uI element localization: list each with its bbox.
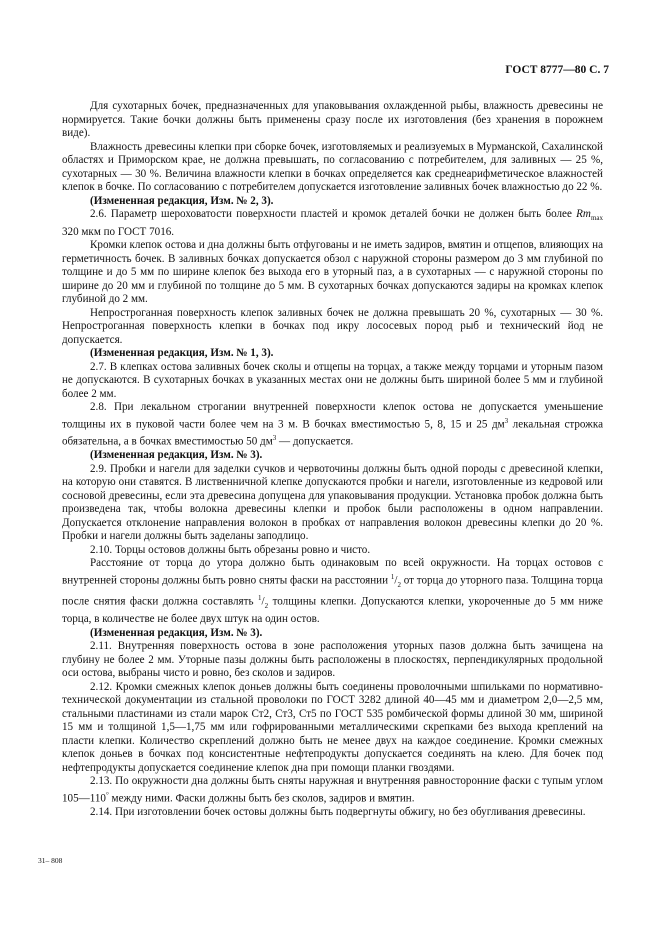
text: между ними. Фаски должны быть без сколов, задиров и вмятин. xyxy=(108,792,415,805)
text: 320 мкм по ГОСТ 7016. xyxy=(62,225,175,238)
page-footer: 31– 808 xyxy=(38,856,63,865)
text: 2.8. При лекальном строгании внутренней поверхности клепок остова не допускается уменьшение толщины их в пуковой части более чем на 3 м. В бочках вместимостью 5, 8, 15 и 25 дм xyxy=(62,401,603,431)
paragraph-2-11: 2.11. Внутренняя поверхность остова в зоне расположения уторных пазов должна быть зачищена на глубину не более 2 мм. Уторные пазы должны быть расположены в плоскостях, перпендикулярных продольной оси остова, выбраны чисто и ровно, без сколов и задиров. xyxy=(62,640,603,680)
paragraph-2-6 xyxy=(62,208,603,239)
superscript: 3 xyxy=(504,416,509,425)
text: толщины клепки. Допускаются клепки, укороченные до 5 мм ниже торца, в количестве не более двух штук на один остов. xyxy=(62,595,603,626)
fraction-denominator: 2 xyxy=(264,601,269,610)
text: 2.13. По окружности дна должны быть сняты наружная и внутренняя равносторонние фаски с тупым углом 105—110 xyxy=(62,775,603,805)
paragraph: Влажность древесины клепки при сборке бочек, изготовляемых и реализуемых в Мурманской, Сахалинской областях и Приморском крае, не должна превышать, по согласованию с потребителем, для заливных — 25 %, сухотарных — 30 %. Величина влажности клепки в бочках определяется как среднеарифметическое влажностей клепок в бочке. По согласованию с потребителем допускается изготовление заливных бочек влажностью до 22 %. xyxy=(62,140,603,193)
amendment-note: (Измененная редакция, Изм. № 3). xyxy=(90,449,263,462)
paragraph-2-13 xyxy=(62,775,603,806)
fraction-denominator: 2 xyxy=(397,580,401,589)
amendment-note: (Измененная редакция, Изм. № 2, 3). xyxy=(90,194,274,207)
paragraph-2-14: 2.14. При изготовлении бочек остовы должны быть подвергнуты обжигу, но без обугливания древесины. xyxy=(90,806,586,819)
paragraph: Непрострoганная поверхность клепок заливных бочек не должна превышать 20 %, сухотарных — 30 %. Непрострoганная поверхность клепки в бочках под икру лососевых пород рыб и технический йод не допускается. xyxy=(62,306,603,346)
paragraph: Кромки клепок остова и дна должны быть отфугованы и не иметь задиров, вмятин и отщепов, влияющих на герметичность бочек. В заливных бочках допускается обзол с наружной стороны размером до 3 мм глубиной по толщине и до 5 мм по ширине клепок без выхода его в уторный паз, а в сухотарных — с наружной стороны по ширине до 20 мм и глубиной по толщине до 5 мм. В сухотарных бочках допускаются задиры на кромках клепок глубиной до 2 мм. xyxy=(62,239,603,306)
superscript: 3 xyxy=(272,433,277,442)
paragraph-2-9: 2.9. Пробки и нагели для заделки сучков и червоточины должны быть одной породы с древесиной клепки, на которую они ставятся. В лиственничной клепке допускаются пробки и нагели, изготовленные из кедровой или сосновой древесины, если эта древесина допущена для упаковывания продукции. Установка пробок должна быть произведена так, чтобы волокна древесины клепки и пробок были расположены в одном направлении. Допускается отклонение направления волокон в пробках от направления волокон древесины клепки до 20 %. Пробки и нагели должны быть заделаны заподлицо. xyxy=(62,462,603,543)
degree-sign: ° xyxy=(105,790,109,799)
paragraph-2-7: 2.7. В клепках остова заливных бочек сколы и отщепы на торцах, а также между торцами и уторным пазом не допускаются. В сухотарных бочках в указанных местах они не должны быть шириной более 5 мм и глубиной более 2 мм. xyxy=(62,360,603,400)
paragraph-2-10: 2.10. Торцы остовов должны быть обрезаны ровно и чисто. xyxy=(90,543,371,556)
paragraph-2-12: 2.12. Кромки смежных клепок доньев должны быть соединены проволочными шпильками по нормативно-технической документации из стальной проволоки по ГОСТ 3282 длиной 40—45 мм и диаметром 2,0—2,5 мм, стальными пластинами из стали марок Ст2, Ст3, Ст5 по ГОСТ 535 ромбической формы длиной 30 мм, шириной 15 мм и толщиной 1,5—1,75 мм или гофрированными металлическими скрепками без выхода креплений на пласти клепки. Количество скреплений должно быть не менее двух на каждое соединение. Кромки смежных клепок доньев в бочках под консистентные нефтепродукты допускается соединять на клею. Для бочек под нефтепродукты допускается соединение клепок дна при помощи планки гвоздями. xyxy=(62,680,603,774)
fraction-numerator: 1 xyxy=(258,594,262,602)
paragraph: Для сухотарных бочек, предназначенных для упаковывания охлажденной рыбы, влажность древесины не нормируется. Такие бочки должны быть применены сразу после их изготовления (без хранения в порожнем виде). xyxy=(62,100,603,139)
amendment-note: (Измененная редакция, Изм. № 1, 3). xyxy=(90,347,274,360)
rm-subscript: max xyxy=(590,214,603,223)
text: — допускается. xyxy=(276,435,354,448)
page-body xyxy=(62,100,603,820)
text: Расстояние от торца до утора должно быть одинаковым по всей окружности. На торцах остовов с внутренней стороны должны быть ровно сняты фаски на расстоянии xyxy=(62,557,603,587)
paragraph: Расстояние от торца до утора должно быть одинаковым по всей окружности. На торцах остовов с внутренней стороны должны быть ровно сняты фаски на расстоянии $^1/_2$ от торца до уторного паза. Толщина торца после снятия фаски должна составлять $^1/_2$ толщины клепки. Допускаются клепки, укороченные до 5 мм ниже торца, в количестве не более двух штук на один остов. xyxy=(62,557,603,626)
text: от торца до уторного паза. Толщина торца после снятия фаски должна составлять xyxy=(62,574,603,608)
rm-symbol: Rm xyxy=(576,208,591,220)
text: лекальная строжка обязательна, а в бочках вместимостью 50 дм xyxy=(62,418,603,448)
paragraph-2-8 xyxy=(62,401,603,449)
page-header: ГОСТ 8777—80 С. 7 xyxy=(505,64,609,76)
fraction-numerator: 1 xyxy=(390,572,395,581)
amendment-note: (Измененная редакция, Изм. № 3). xyxy=(90,626,263,639)
text: 2.6. Параметр шероховатости поверхности пластей и кромок деталей бочки не должен быть более xyxy=(90,208,577,220)
